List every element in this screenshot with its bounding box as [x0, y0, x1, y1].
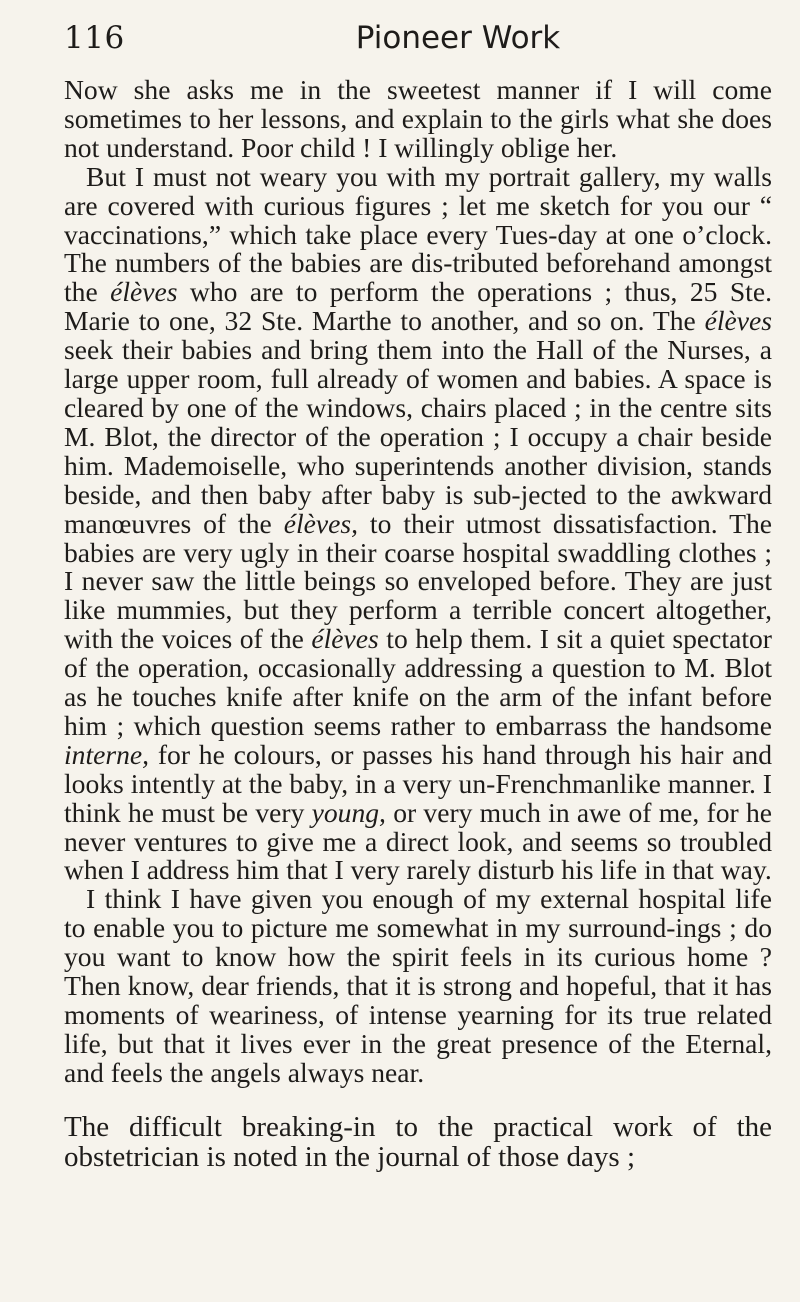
italic-term-young: young, — [311, 796, 386, 828]
text-segment: Now she asks me in the sweetest manner if I will come sometimes to her lessons, and explain to the girls what she does not understand. Poor child ! I willingly oblige her. — [64, 74, 772, 163]
running-head — [64, 18, 772, 62]
text-segment: or very much in awe of me, for he never ventures to give me a direct look, and seems so troubled when I address him that I very rarely disturb his life in that way. — [64, 796, 772, 886]
page-number: 116 — [64, 20, 125, 56]
running-title: Pioneer Work — [355, 20, 561, 56]
paragraph-4 — [64, 1112, 772, 1172]
text-segment: to their utmost dissatisfaction. The babies are very ugly in their coarse hospital swaddling clothes ; I never saw the little beings so enveloped before. They are just like mummies, but they perform a terrible concert altogether, with the voices of the — [64, 507, 772, 655]
italic-term-eleves: élèves — [110, 276, 178, 308]
paragraph-3 — [64, 885, 772, 1087]
text-segment: But I must not weary you with my portrait gallery, my walls are covered with curious figures ; let me sketch for you our “ vaccinations,” which take place every Tues-day at one o’clock. The numbers of the babies are dis-tributed beforehand amongst the — [64, 160, 772, 308]
italic-term-eleves: élèves — [311, 623, 379, 655]
paragraph-1 — [64, 76, 772, 163]
italic-term-interne: interne, — [64, 738, 150, 770]
text-segment: seek their babies and bring them into the Hall of the Nurses, a large upper room, full already of women and babies. A space is cleared by one of the windows, chairs placed ; in the centre sits M. Blot, the director of the operation ; I occupy a chair beside him. Mademoiselle, who superintends another division, stands beside, and then baby after baby is sub-jected to the awkward manœuvres of the — [64, 334, 772, 539]
text-segment: who are to perform the operations ; thus, 25 Ste. Marie to one, 32 Ste. Marthe to another, and so on. The — [64, 276, 772, 337]
italic-term-eleves: élèves — [704, 305, 772, 337]
text-segment: The difficult breaking-in to the practical work of the obstetrician is noted in the journal of those days ; — [64, 1110, 772, 1173]
text-segment: for he colours, or passes his hand through his hair and looks intently at the baby, in a very un-Frenchmanlike manner. I think he must be very — [64, 738, 772, 828]
paragraph-2 — [64, 160, 772, 886]
italic-term-eleves: élèves, — [283, 507, 358, 539]
text-segment: I think I have given you enough of my external hospital life to enable you to picture me somewhat in my surround-ings ; do you want to know how the spirit feels in its curious home ? Then know, dear friends, that it is strong and hopeful, that it has moments of weariness, of intense yearning for its true related life, but that it lives ever in the great presence of the Eternal, and feels the angels always near. — [64, 883, 772, 1088]
text-segment: to help them. I sit a quiet spectator of the operation, occasionally addressing a question to M. Blot as he touches knife after knife on the arm of the infant before him ; which question seems rather to embarrass the handsome — [64, 623, 772, 741]
